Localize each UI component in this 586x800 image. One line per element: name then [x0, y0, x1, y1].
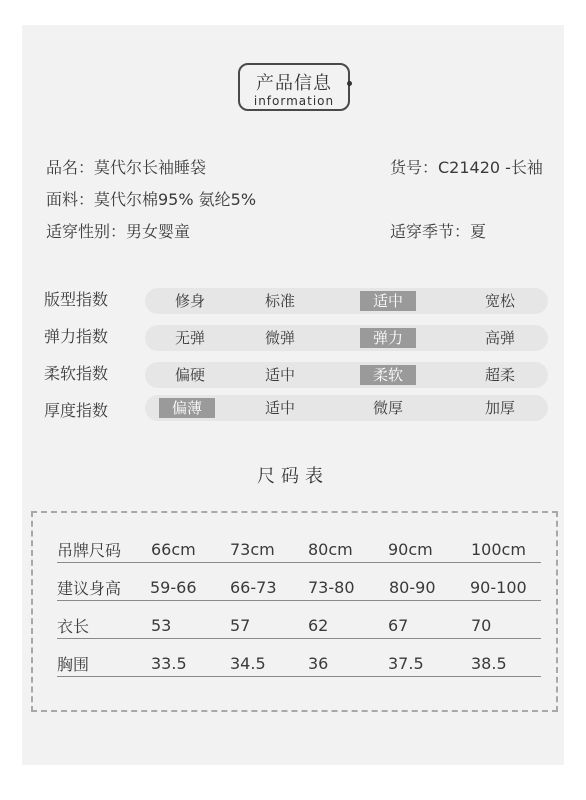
index-option: 适中 — [264, 399, 295, 417]
product-name: 品名：莫代尔长袖睡袋 — [46, 158, 207, 177]
index-option-selected: 偏薄 — [159, 398, 215, 418]
size-cell: 59-66 — [150, 578, 197, 597]
size-cell: 80-90 — [389, 578, 436, 597]
index-option-selected: 适中 — [360, 291, 416, 311]
size-row-label: 建议身高 — [57, 579, 122, 598]
section-title-en: information — [253, 94, 335, 108]
index-option: 标准 — [264, 292, 295, 310]
product-gender: 适穿性别：男女婴童 — [46, 222, 191, 241]
index-option: 高弹 — [484, 329, 515, 347]
index-option: 宽松 — [484, 292, 515, 310]
index-option: 无弹 — [174, 329, 205, 347]
size-cell: 90cm — [388, 540, 433, 559]
size-cell: 37.5 — [388, 654, 424, 673]
badge-dot-icon — [347, 81, 352, 86]
index-option-selected: 弹力 — [360, 328, 416, 348]
index-option: 修身 — [174, 292, 205, 310]
size-chart-title: 尺码表 — [257, 466, 329, 487]
index-label: 厚度指数 — [44, 401, 109, 420]
size-row-divider — [57, 638, 541, 639]
size-cell: 66cm — [151, 540, 196, 559]
product-season: 适穿季节：夏 — [390, 222, 487, 241]
product-sku: 货号：C21420 -长袖 — [390, 158, 543, 177]
index-option: 适中 — [264, 366, 295, 384]
size-cell: 53 — [151, 616, 172, 635]
size-row-label: 胸围 — [57, 655, 90, 674]
size-cell: 33.5 — [151, 654, 187, 673]
size-cell: 73cm — [230, 540, 275, 559]
size-cell: 67 — [388, 616, 409, 635]
size-cell: 80cm — [308, 540, 353, 559]
index-label: 弹力指数 — [44, 327, 109, 346]
size-row-label: 吊牌尺码 — [57, 541, 122, 560]
size-cell: 100cm — [471, 540, 526, 559]
size-cell: 38.5 — [471, 654, 507, 673]
index-option: 微厚 — [372, 399, 403, 417]
section-header-badge — [238, 63, 350, 111]
size-cell: 70 — [471, 616, 492, 635]
size-cell: 90-100 — [470, 578, 527, 597]
index-option: 超柔 — [484, 366, 515, 384]
size-cell: 73-80 — [308, 578, 355, 597]
index-option-selected: 柔软 — [360, 365, 416, 385]
size-cell: 36 — [308, 654, 329, 673]
index-option: 偏硬 — [174, 366, 205, 384]
size-row-divider — [57, 600, 541, 601]
section-title-cn: 产品信息 — [256, 73, 332, 94]
size-row-divider — [57, 676, 541, 677]
index-label: 版型指数 — [44, 290, 109, 309]
index-option: 加厚 — [484, 399, 515, 417]
size-row-divider — [57, 562, 541, 563]
index-scale-bar — [145, 395, 548, 421]
product-fabric: 面料：莫代尔棉95% 氨纶5% — [46, 190, 257, 209]
index-scale-bar — [145, 362, 548, 388]
index-label: 柔软指数 — [44, 364, 109, 383]
size-cell: 34.5 — [230, 654, 266, 673]
index-option: 微弹 — [264, 329, 295, 347]
size-row-label: 衣长 — [57, 617, 90, 636]
size-cell: 66-73 — [230, 578, 277, 597]
size-cell: 62 — [308, 616, 329, 635]
index-scale-bar — [145, 288, 548, 314]
size-cell: 57 — [230, 616, 251, 635]
index-scale-bar — [145, 325, 548, 351]
